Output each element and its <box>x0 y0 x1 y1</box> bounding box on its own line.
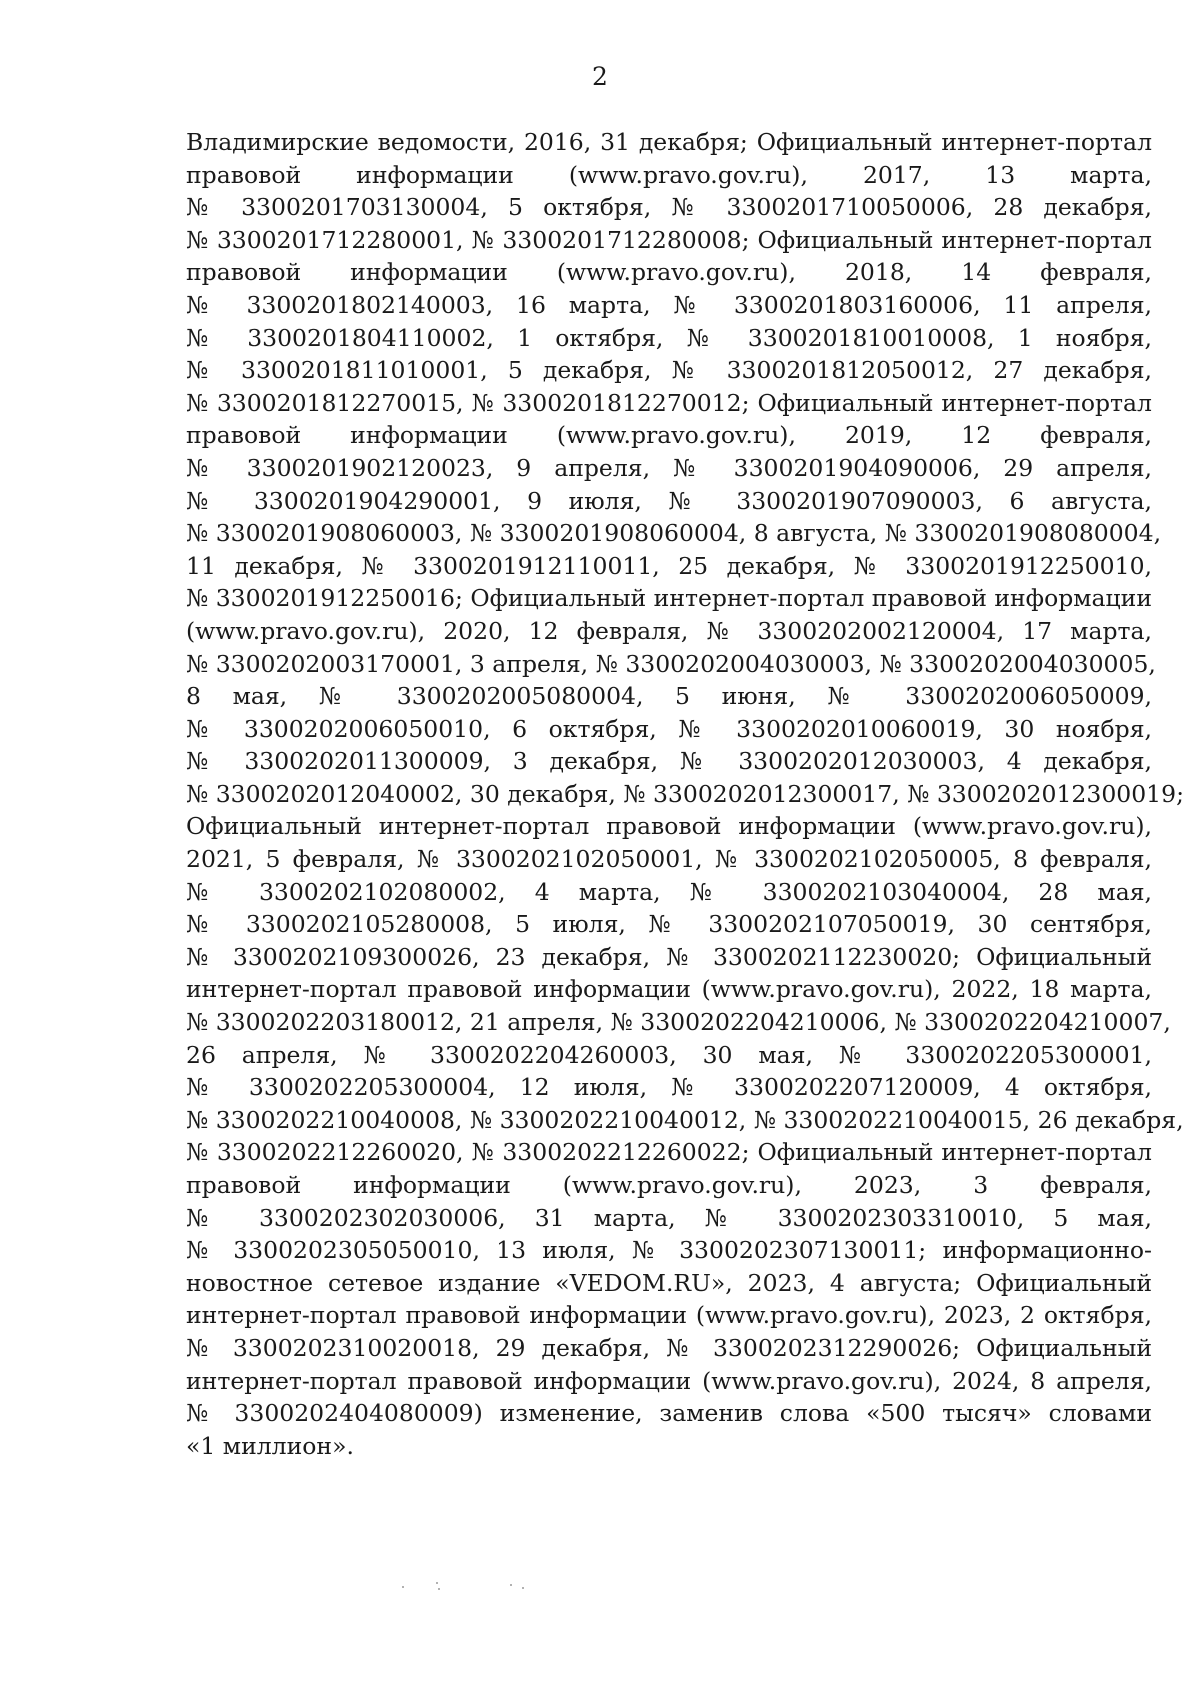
text-line: № 3300202205300004, 12 июля, № 3300202207120009, 4 октября, <box>186 1073 1152 1102</box>
text-line: 8 мая, № 3300202005080004, 5 июня, № 3300202006050009, <box>186 682 1152 711</box>
text-line: № 3300202212260020, № 3300202212260022; Официальный интернет-портал <box>186 1138 1152 1167</box>
text-line: «1 миллион». <box>186 1431 354 1460</box>
text-line: № 3300202012040002, 30 декабря, № 3300202012300017, № 3300202012300019; <box>186 779 1184 808</box>
text-line: 26 апреля, № 3300202204260003, 30 мая, № 3300202205300001, <box>186 1040 1152 1069</box>
text-line: № 3300202003170001, 3 апреля, № 3300202004030003, № 3300202004030005, <box>186 649 1156 678</box>
text-line: Официальный интернет-портал правовой информации (www.pravo.gov.ru), <box>186 812 1152 841</box>
text-line: № 3300201712280001, № 3300201712280008; Официальный интернет-портал <box>186 225 1152 254</box>
text-line: № 3300202006050010, 6 октября, № 3300202010060019, 30 ноября, <box>186 714 1152 743</box>
text-line: № 3300201703130004, 5 октября, № 3300201710050006, 28 декабря, <box>186 193 1152 222</box>
text-line: (www.pravo.gov.ru), 2020, 12 февраля, № 3300202002120004, 17 марта, <box>186 616 1152 645</box>
text-line: Владимирские ведомости, 2016, 31 декабря; Официальный интернет-портал <box>186 128 1152 156</box>
scan-speck <box>436 1582 438 1584</box>
text-line: № 3300202102080002, 4 марта, № 3300202103040004, 28 мая, <box>186 877 1152 906</box>
text-line: № 3300201912250016; Официальный интернет-портал правовой информации <box>186 584 1152 613</box>
text-line: правовой информации (www.pravo.gov.ru), 2019, 12 февраля, <box>186 421 1152 450</box>
text-line: правовой информации (www.pravo.gov.ru), 2017, 13 марта, <box>186 160 1152 189</box>
scan-speck <box>438 1588 440 1590</box>
text-line: № 3300202210040008, № 3300202210040012, № 3300202210040015, 26 декабря, <box>186 1105 1184 1134</box>
text-line: новостное сетевое издание «VEDOM.RU», 2023, 4 августа; Официальный <box>186 1268 1152 1297</box>
text-line: 11 декабря, № 3300201912110011, 25 декабря, № 3300201912250010, <box>186 551 1152 580</box>
text-line: № 3300202109300026, 23 декабря, № 3300202112230020; Официальный <box>186 942 1152 971</box>
scan-specks <box>400 1578 560 1598</box>
scan-speck <box>522 1587 524 1589</box>
text-line: правовой информации (www.pravo.gov.ru), 2023, 3 февраля, <box>186 1171 1152 1199</box>
text-line: № 3300201802140003, 16 марта, № 3300201803160006, 11 апреля, <box>186 290 1152 319</box>
text-line: № 3300201908060003, № 3300201908060004, 8 августа, № 3300201908080004, <box>186 519 1162 548</box>
scan-speck <box>402 1586 404 1588</box>
text-line: № 3300202302030006, 31 марта, № 3300202303310010, 5 мая, <box>186 1203 1152 1232</box>
text-line: № 3300202310020018, 29 декабря, № 3300202312290026; Официальный <box>186 1333 1152 1362</box>
text-line: интернет-портал правовой информации (www.pravo.gov.ru), 2023, 2 октября, <box>186 1301 1152 1330</box>
text-line: интернет-портал правовой информации (www.pravo.gov.ru), 2024, 8 апреля, <box>186 1366 1152 1395</box>
text-line: № 3300201904290001, 9 июля, № 3300201907090003, 6 августа, <box>186 486 1152 515</box>
text-line: № 3300201804110002, 1 октября, № 3300201810010008, 1 ноября, <box>186 323 1152 352</box>
text-line: № 3300201811010001, 5 декабря, № 3300201812050012, 27 декабря, <box>186 356 1152 385</box>
text-line: № 3300202203180012, 21 апреля, № 3300202204210006, № 3300202204210007, <box>186 1008 1171 1037</box>
text-line: № 3300201902120023, 9 апреля, № 3300201904090006, 29 апреля, <box>186 453 1152 482</box>
text-line: 2021, 5 февраля, № 3300202102050001, № 3300202102050005, 8 февраля, <box>186 845 1152 874</box>
body-paragraph <box>186 126 1184 1462</box>
text-line: № 3300202011300009, 3 декабря, № 3300202012030003, 4 декабря, <box>186 747 1152 776</box>
text-line: правовой информации (www.pravo.gov.ru), 2018, 14 февраля, <box>186 258 1152 287</box>
text-line: интернет-портал правовой информации (www.pravo.gov.ru), 2022, 18 марта, <box>186 975 1152 1004</box>
text-line: № 3300202305050010, 13 июля, № 3300202307130011; информационно- <box>186 1236 1152 1265</box>
scan-speck <box>510 1584 512 1586</box>
page-number: 2 <box>592 62 608 91</box>
text-line: № 3300201812270015, № 3300201812270012; Официальный интернет-портал <box>186 388 1152 417</box>
text-line: № 3300202105280008, 5 июля, № 3300202107050019, 30 сентября, <box>186 910 1152 939</box>
text-line: № 3300202404080009) изменение, заменив слова «500 тысяч» словами <box>186 1399 1152 1428</box>
